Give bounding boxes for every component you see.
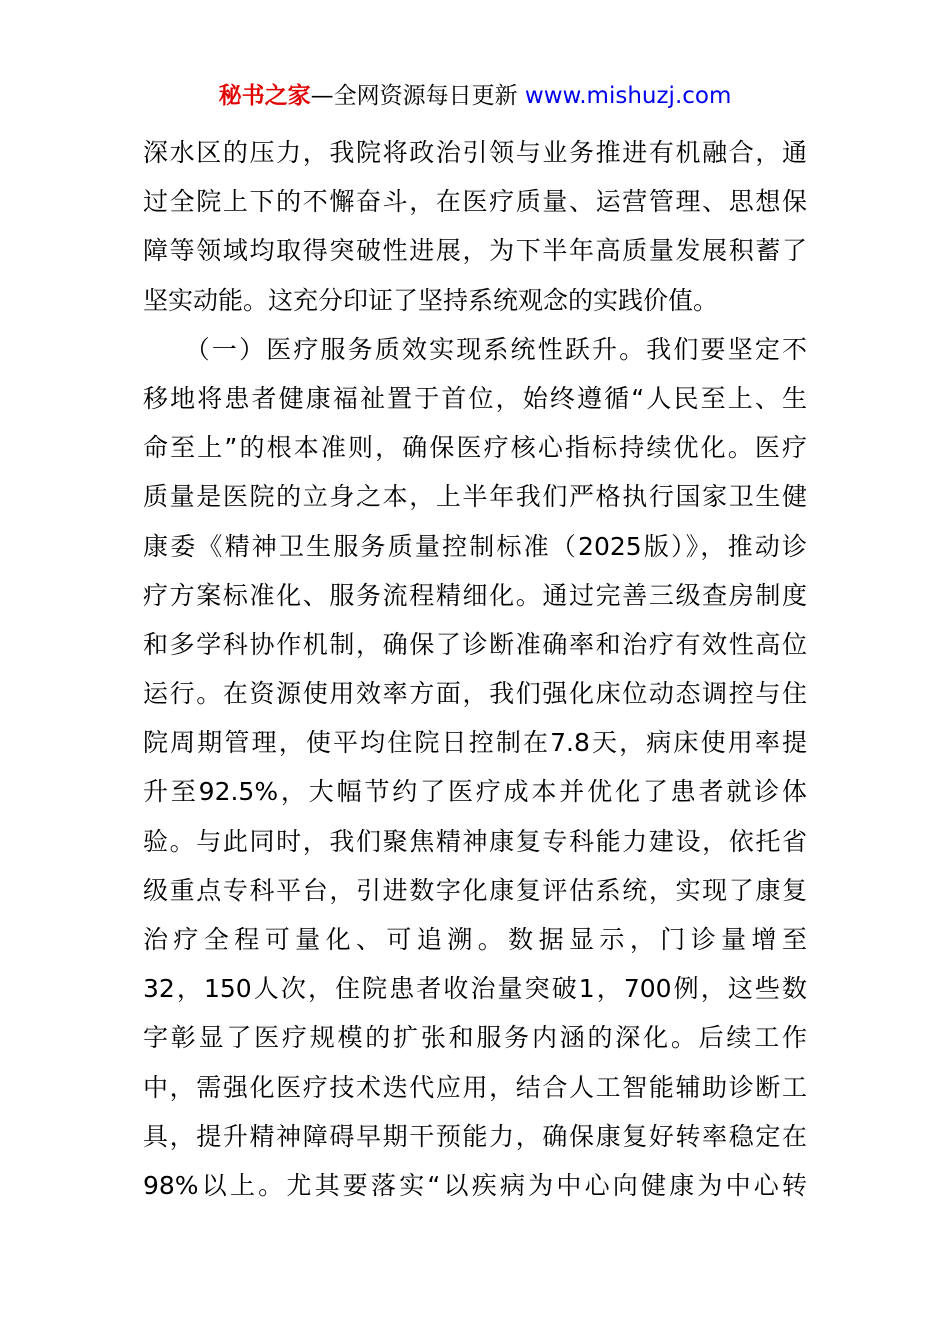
text-line: 命至上”的根本准则，确保医疗核心指标持续优化。医疗 (143, 433, 807, 463)
text-line: 移地将患者健康福祉置于首位，始终遵循“人民至上、生 (143, 383, 807, 413)
text-line: 治疗全程可量化、可追溯。数据显示，门诊量增至 (143, 925, 807, 954)
text-line: 院周期管理，使平均住院日控制在7.8天，病床使用率提 (143, 728, 807, 758)
text-line: 中，需强化医疗技术迭代应用，结合人工智能辅助诊断工 (143, 1072, 807, 1102)
text-line: 坚实动能。这充分印证了坚持系统观念的实践价值。 (143, 285, 719, 315)
text-line: 级重点专科平台，引进数字化康复评估系统，实现了康复 (143, 875, 807, 905)
site-brand: 秘书之家 (218, 83, 311, 109)
text-line: 康委《精神卫生服务质量控制标准（2025版）》，推动诊 (143, 531, 807, 561)
text-line: 和多学科协作机制，确保了诊断准确率和治疗有效性高位 (143, 629, 807, 659)
site-tagline: —全网资源每日更新 (310, 83, 525, 109)
site-url-link[interactable]: www.mishuzj.com (524, 83, 732, 109)
text-line: 具，提升精神障碍早期干预能力，确保康复好转率稳定在 (143, 1121, 807, 1151)
text-line: （一）医疗服务质效实现系统性跃升。我们要坚定不 (143, 334, 807, 364)
text-line: 运行。在资源使用效率方面，我们强化床位动态调控与住 (143, 679, 807, 709)
text-line: 疗方案标准化、服务流程精细化。通过完善三级查房制度 (143, 580, 807, 610)
text-line: 质量是医院的立身之本，上半年我们严格执行国家卫生健 (143, 482, 807, 512)
document-body (143, 128, 807, 1210)
text-line: 32，150人次，住院患者收治量突破1，700例，这些数 (143, 974, 807, 1004)
text-line: 验。与此同时，我们聚焦精神康复专科能力建设，依托省 (143, 826, 807, 856)
text-line: 字彰显了医疗规模的扩张和服务内涵的深化。后续工作 (143, 1023, 807, 1053)
text-line: 升至92.5%，大幅节约了医疗成本并优化了患者就诊体 (143, 777, 807, 807)
text-line: 深水区的压力，我院将政治引领与业务推进有机融合，通 (143, 138, 807, 167)
text-line: 过全院上下的不懈奋斗，在医疗质量、运营管理、思想保 (143, 187, 807, 217)
site-header (0, 80, 950, 112)
text-line: 障等领域均取得突破性进展，为下半年高质量发展积蓄了 (143, 236, 807, 266)
text-line: 98%以上。尤其要落实“以疾病为中心向健康为中心转 (143, 1170, 807, 1200)
